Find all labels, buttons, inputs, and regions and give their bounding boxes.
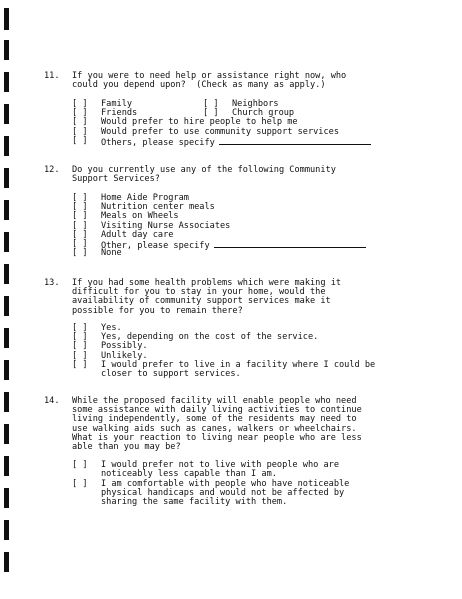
option-others: Others, please specify	[101, 137, 431, 148]
question-text: If you were to need help or assistance right now, who could you depend upon? (Check as many as apply.)	[72, 71, 347, 91]
specify-line[interactable]	[214, 240, 366, 248]
checkbox[interactable]: [ ]	[72, 229, 88, 240]
question-number: 11.	[44, 71, 60, 81]
question-text: Do you currently use any of the following Community Support Services?	[72, 165, 336, 185]
checkbox[interactable]: [ ]	[72, 211, 88, 222]
checkbox[interactable]: [ ]	[72, 460, 88, 470]
option-label: I am comfortable with people who have noticeable physical handicaps and would not be affected by sharing the same facility with them.	[101, 479, 350, 508]
options-list	[72, 324, 432, 380]
checkbox[interactable]: [ ]	[72, 332, 88, 343]
option-row	[72, 249, 432, 258]
option-neighbors: Neighbors	[232, 99, 279, 109]
question-number: 14.	[44, 396, 60, 406]
checkbox[interactable]: [ ]	[72, 238, 88, 249]
options-list	[72, 100, 432, 146]
option-row	[72, 461, 432, 480]
option-row	[72, 480, 432, 508]
checkbox[interactable]: [ ]	[72, 126, 88, 137]
option-family: Family	[101, 99, 133, 109]
option-label: Meals on Wheels	[101, 211, 179, 222]
option-row	[72, 128, 432, 137]
option-church-group: Church group	[232, 108, 295, 119]
option-label: Unlikely.	[101, 350, 148, 361]
option-other: Other, please specify	[101, 240, 431, 251]
option-label: Possibly.	[101, 341, 148, 352]
checkbox[interactable]: [ ]	[72, 248, 88, 259]
checkbox[interactable]: [ ]	[72, 202, 88, 213]
option-row	[72, 240, 432, 249]
option-row	[72, 137, 432, 146]
checkbox[interactable]: [ ]	[72, 220, 88, 231]
checkbox[interactable]: [ ]	[72, 99, 88, 109]
option-label: Visiting Nurse Associates	[101, 220, 231, 231]
checkbox[interactable]: [ ]	[72, 108, 88, 119]
checkbox[interactable]: [ ]	[72, 117, 88, 128]
checkbox[interactable]: [ ]	[72, 323, 88, 333]
option-label: I would prefer to live in a facility where I could be closer to support services.	[101, 359, 376, 379]
option-label: None	[101, 248, 122, 259]
checkbox[interactable]: [ ]	[203, 108, 219, 119]
option-label: Adult day care	[101, 229, 174, 240]
option-hire-help: Would prefer to hire people to help me	[101, 117, 298, 128]
option-label: Yes, depending on the cost of the service.	[101, 332, 319, 343]
option-friends: Friends	[101, 108, 138, 119]
checkbox[interactable]: [ ]	[72, 350, 88, 361]
options-list	[72, 194, 432, 258]
question-text: While the proposed facility will enable people who need some assistance with daily living activities to continue living independently, some of the residents may need to use walking aids such as canes, walkers or wheelchairs. What is your reaction to living near people who are less able than you may be?	[72, 396, 362, 453]
option-label: Home Aide Program	[101, 193, 189, 203]
option-community-services: Would prefer to use community support services	[101, 126, 339, 137]
option-label: Nutrition center meals	[101, 202, 215, 213]
checkbox[interactable]: [ ]	[72, 359, 88, 370]
options-list	[72, 461, 432, 508]
question-text: If you had some health problems which were making it difficult for you to stay in your home, would the availability of community support services make it possible for you to remain there?	[72, 278, 342, 316]
option-row	[72, 231, 432, 240]
specify-line[interactable]	[219, 137, 371, 145]
option-label: I would prefer not to live with people who are noticeably less capable than I am.	[101, 460, 339, 480]
option-label: Yes.	[101, 323, 122, 333]
checkbox[interactable]: [ ]	[72, 193, 88, 203]
option-row	[72, 361, 432, 380]
checkbox[interactable]: [ ]	[72, 341, 88, 352]
checkbox[interactable]: [ ]	[72, 479, 88, 489]
checkbox[interactable]: [ ]	[203, 99, 219, 109]
question-number: 13.	[44, 278, 60, 288]
checkbox[interactable]: [ ]	[72, 135, 88, 146]
question-number: 12.	[44, 165, 60, 175]
